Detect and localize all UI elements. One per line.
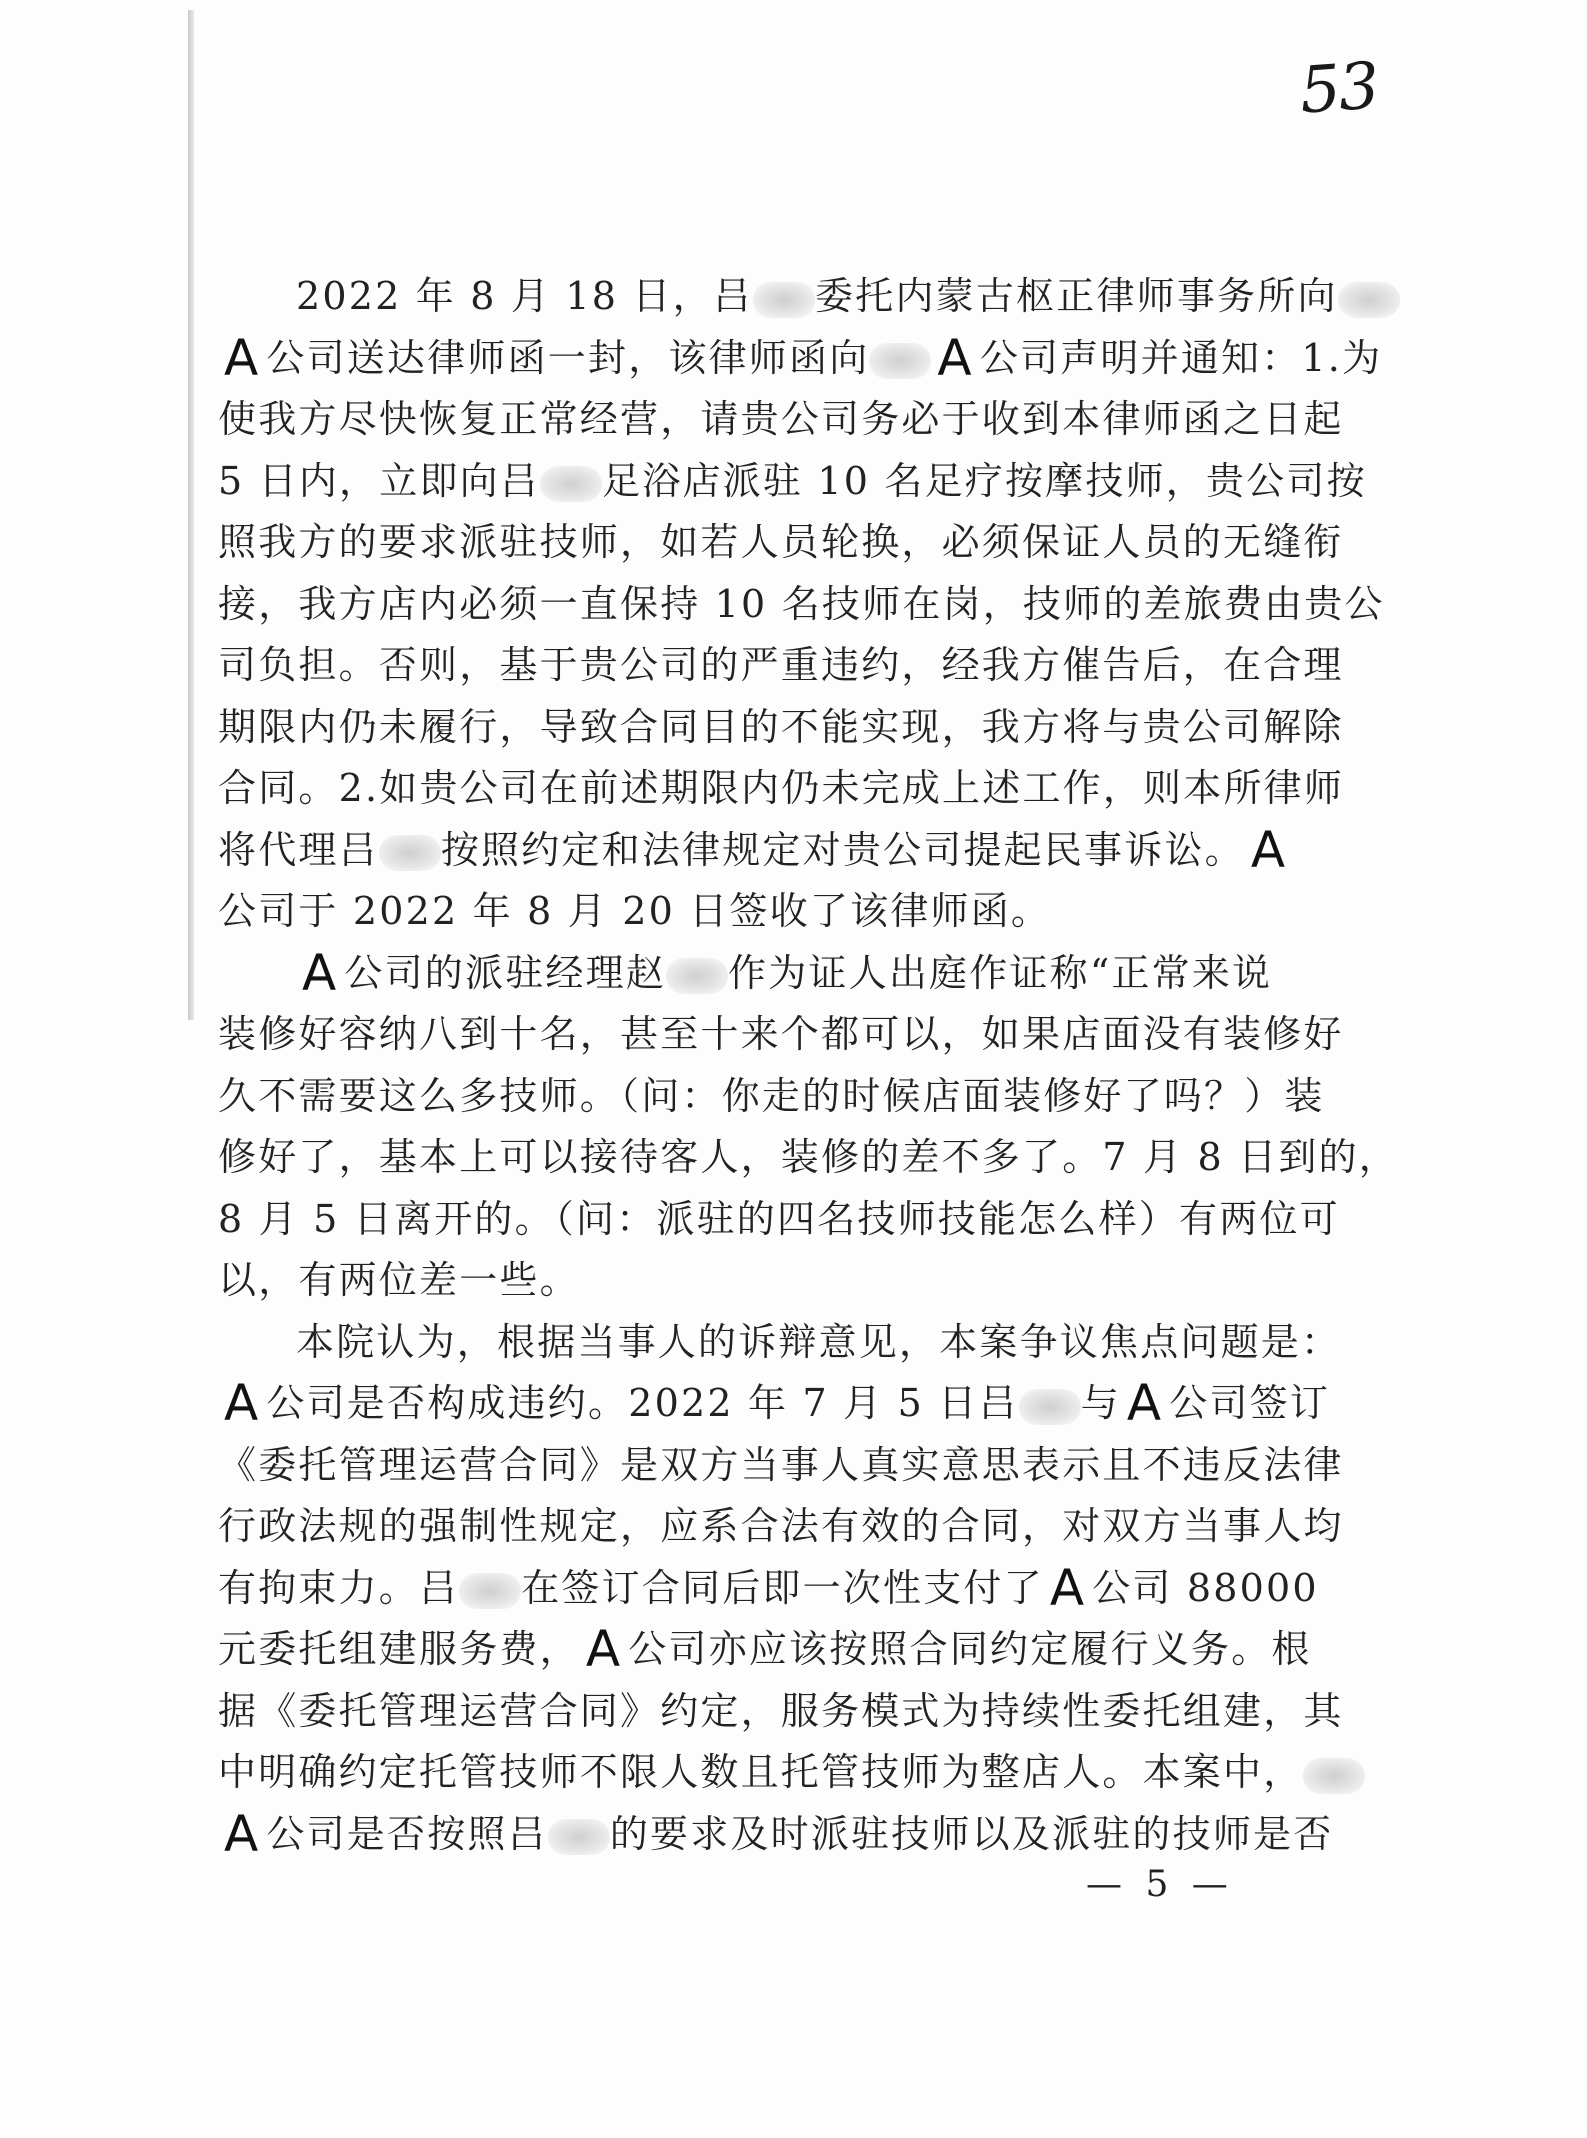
text-run: 委托内蒙古枢正律师事务所向 xyxy=(815,274,1338,318)
redacted-name xyxy=(540,466,602,502)
text-run: 公司亦应该按照合同约定履行义务。根 xyxy=(628,1627,1312,1671)
text-run: 本院认为，根据当事人的诉辩意见，本案争议焦点问题是： xyxy=(296,1319,1342,1364)
redacted-name xyxy=(869,343,931,379)
text-run: 接，我方店内必须一直保持 10 名技师在岗，技师的差旅费由贵公 xyxy=(218,581,1385,626)
text-run: 在签订合同后即一次性支付了 xyxy=(521,1565,1044,1610)
redaction-letter-mark: A xyxy=(1126,1374,1164,1432)
text-run: 久不需要这么多技师。（问：你走的时候店面装修好了吗？）装 xyxy=(218,1073,1325,1118)
document-body xyxy=(218,266,1399,1865)
text-line xyxy=(218,1804,1334,1866)
redacted-name xyxy=(1338,282,1400,318)
text-line xyxy=(218,389,1344,451)
redaction-letter-mark: A xyxy=(937,328,974,387)
paragraph xyxy=(218,943,1399,1312)
text-line xyxy=(218,697,1344,759)
text-run: 司负担。否则，基于贵公司的严重违约，经我方催告后，在合理 xyxy=(218,643,1344,687)
paragraph xyxy=(218,266,1385,943)
text-line xyxy=(218,635,1344,697)
text-run: 与 xyxy=(1080,1381,1121,1425)
text-line xyxy=(218,820,1288,882)
text-run: 期限内仍未履行，导致合同目的不能实现，我方将与贵公司解除 xyxy=(218,704,1344,749)
text-line xyxy=(218,1373,1331,1435)
text-run: 装修好容纳八到十名，甚至十来个都可以，如果店面没有装修好 xyxy=(218,1012,1344,1056)
text-run: 公司 88000 xyxy=(1092,1565,1319,1610)
text-line xyxy=(218,1250,1238,1312)
text-run: 公司声明并通知：1.为 xyxy=(979,335,1383,380)
text-run: 《委托管理运营合同》是双方当事人真实意思表示且不违反法律 xyxy=(218,1442,1344,1487)
redacted-name xyxy=(666,958,728,994)
redacted-name xyxy=(379,835,441,871)
text-run: 元委托组建服务费， xyxy=(218,1627,580,1671)
redacted-name xyxy=(459,1573,521,1609)
redaction-letter-mark: A xyxy=(224,328,261,387)
text-run: 的要求及时派驻技师以及派驻的技师是否 xyxy=(609,1811,1334,1856)
text-run: 据《委托管理运营合同》约定，服务模式为持续性委托组建，其 xyxy=(218,1688,1344,1733)
text-run: 合同。2.如贵公司在前述期限内仍未完成上述工作，则本所律师 xyxy=(218,766,1345,810)
page-footer: — 5 — xyxy=(1086,1864,1234,1905)
text-run: 作为证人出庭作证称“正常来说 xyxy=(728,950,1273,995)
text-run: 将代理吕 xyxy=(218,827,379,872)
text-line xyxy=(218,1066,1325,1128)
text-line xyxy=(218,1312,1342,1374)
text-line xyxy=(218,574,1385,636)
redacted-name xyxy=(753,282,815,318)
text-line xyxy=(218,1496,1344,1558)
text-line xyxy=(218,328,1383,390)
text-line xyxy=(218,1004,1344,1066)
text-line xyxy=(218,1127,1399,1189)
paragraph xyxy=(218,1312,1344,1866)
text-run: 公司签订 xyxy=(1169,1381,1331,1425)
text-line xyxy=(218,451,1367,513)
text-run: 公司送达律师函一封，该律师函向 xyxy=(266,335,870,380)
text-run: 5 日内，立即向吕 xyxy=(218,458,541,503)
text-line xyxy=(218,1189,1340,1251)
text-line xyxy=(218,758,1345,820)
redacted-name xyxy=(548,1819,610,1855)
redacted-name xyxy=(1019,1389,1081,1425)
text-run: 有拘束力。吕 xyxy=(218,1565,460,1610)
text-run: 中明确约定托管技师不限人数且托管技师为整店人。本案中， xyxy=(218,1750,1304,1794)
text-run: 公司是否构成违约。2022 年 7 月 5 日吕 xyxy=(266,1381,1019,1425)
redaction-letter-mark: A xyxy=(302,943,339,1002)
binding-edge xyxy=(188,10,194,1020)
text-run: 公司是否按照吕 xyxy=(266,1811,548,1856)
text-line xyxy=(218,512,1344,574)
text-line xyxy=(218,1558,1319,1620)
text-run: 公司于 2022 年 8 月 20 日签收了该律师函。 xyxy=(218,889,1052,933)
text-line xyxy=(218,1742,1304,1804)
text-run: 2022 年 8 月 18 日，吕 xyxy=(296,274,754,318)
handwritten-page-number: 53 xyxy=(1297,49,1380,129)
redaction-letter-mark: A xyxy=(224,1374,261,1432)
text-line xyxy=(218,943,1273,1005)
redaction-letter-mark: A xyxy=(1049,1558,1087,1617)
text-run: 足浴店派驻 10 名足疗按摩技师，贵公司按 xyxy=(602,458,1367,503)
text-run: 按照约定和法律规定对贵公司提起民事诉讼。 xyxy=(440,827,1245,872)
redacted-name xyxy=(1303,1758,1365,1794)
redaction-letter-mark: A xyxy=(1250,820,1288,879)
text-line xyxy=(218,1619,1312,1681)
text-run: 公司的派驻经理赵 xyxy=(344,950,667,995)
text-run: 照我方的要求派驻技师，如若人员轮换，必须保证人员的无缝衔 xyxy=(218,520,1344,564)
text-run: 8 月 5 日离开的。（问：派驻的四名技师技能怎么样）有两位可 xyxy=(218,1196,1340,1241)
text-line xyxy=(218,266,1338,328)
redaction-letter-mark: A xyxy=(585,1620,623,1678)
text-line xyxy=(218,1681,1344,1743)
redaction-letter-mark: A xyxy=(224,1804,261,1863)
text-run: 修好了，基本上可以接待客人，装修的差不多了。7 月 8 日到的， xyxy=(218,1135,1399,1179)
text-run: 行政法规的强制性规定，应系合法有效的合同，对双方当事人均 xyxy=(218,1504,1344,1548)
text-run: 使我方尽快恢复正常经营，请贵公司务必于收到本律师函之日起 xyxy=(218,397,1344,441)
text-line xyxy=(218,881,1238,943)
text-line xyxy=(218,1435,1344,1497)
text-run: 以，有两位差一些。 xyxy=(218,1258,580,1302)
